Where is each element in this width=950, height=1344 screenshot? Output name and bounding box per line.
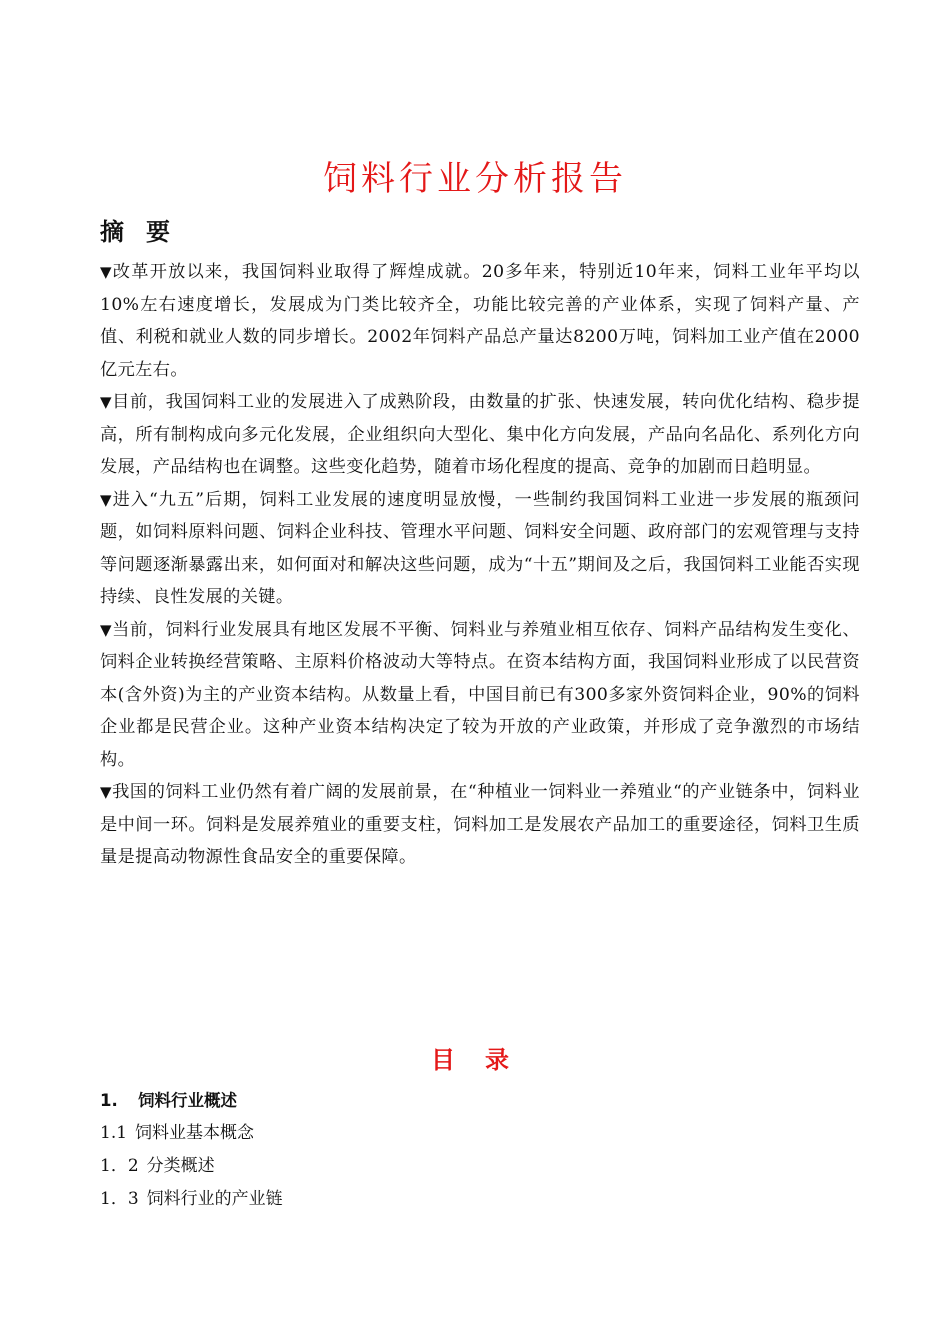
abstract-paragraph: [100, 614, 860, 777]
toc-entry-number: 1.1: [100, 1123, 128, 1143]
paragraph-text: 目前，我国饲料工业的发展进入了成熟阶段，由数量的扩张、快速发展，转向优化结构、稳步提高，所有制构成向多元化发展，企业组织向大型化、集中化方向发展，产品向名品化、系列化方向发展，产品结构也在调整。这些变化趋势，随着市场化程度的提高、竞争的加剧而日趋明显。: [100, 392, 861, 477]
abstract-heading: 摘要: [100, 218, 192, 246]
toc-heading: 目录: [431, 1046, 539, 1074]
triangle-bullet-icon: ▼: [100, 620, 113, 639]
abstract-paragraph: [100, 386, 860, 484]
toc-entry[interactable]: [100, 1150, 860, 1183]
toc-entry-label: 饲料业基本概念: [135, 1123, 255, 1143]
triangle-bullet-icon: ▼: [100, 393, 113, 411]
abstract-paragraph: [100, 256, 860, 386]
toc-entry-label: 饲料行业的产业链: [146, 1189, 283, 1209]
toc-entry-label: 分类概述: [146, 1156, 215, 1176]
toc-entry-number: 1．3: [100, 1189, 139, 1209]
toc-entry-number: 1.: [100, 1091, 118, 1110]
paragraph-text: 改革开放以来，我国饲料业取得了辉煌成就。20多年来，特别近10年来，饲料工业年平均以10%左右速度增长，发展成为门类比较齐全，功能比较完善的产业体系，实现了饲料产量、产值、利税和就业人数的同步增长。2002年饲料产品总产量达8200万吨，饲料加工业产值在2000亿元左右。: [100, 262, 860, 380]
paragraph-text: 我国的饲料工业仍然有着广阔的发展前景，在“种植业一饲料业一养殖业“的产业链条中，饲料业是中间一环。饲料是发展养殖业的重要支柱，饲料加工是发展农产品加工的重要途径，饲料卫生质量是提高动物源性食品安全的重要保障。: [100, 782, 860, 867]
toc-entry[interactable]: [100, 1117, 860, 1150]
triangle-bullet-icon: ▼: [100, 263, 113, 281]
paragraph-text: 当前，饲料行业发展具有地区发展不平衡、饲料业与养殖业相互依存、饲料产品结构发生变化、饲料企业转换经营策略、主原料价格波动大等特点。在资本结构方面，我国饲料业形成了以民营资本(含外资)为主的产业资本结构。从数量上看，中国目前已有300多家外资饲料企业，90%的饲料企业都是民营企业。这种产业资本结构决定了较为开放的产业政策，并形成了竞争激烈的市场结构。: [100, 619, 861, 770]
triangle-bullet-icon: ▼: [100, 490, 113, 509]
triangle-bullet-icon: ▼: [100, 783, 113, 801]
toc-entry-label: 饲料行业概述: [138, 1091, 237, 1110]
document-title: 饲料行业分析报告: [323, 159, 627, 199]
toc-entry[interactable]: [100, 1084, 860, 1117]
toc-entry[interactable]: [100, 1183, 860, 1216]
paragraph-text: 进入“九五”后期，饲料工业发展的速度明显放慢，一些制约我国饲料工业进一步发展的瓶颈问题，如饲料原料问题、饲料企业科技、管理水平问题、饲料安全问题、政府部门的宏观管理与支持等问题逐渐暴露出来，如何面对和解决这些问题，成为“十五”期间及之后，我国饲料工业能否实现持续、良性发展的关键。: [100, 489, 860, 607]
toc-entry-number: 1．2: [100, 1156, 139, 1176]
abstract-body: [100, 256, 860, 874]
abstract-paragraph: [100, 776, 860, 874]
abstract-paragraph: [100, 484, 860, 614]
table-of-contents: [100, 1084, 860, 1216]
